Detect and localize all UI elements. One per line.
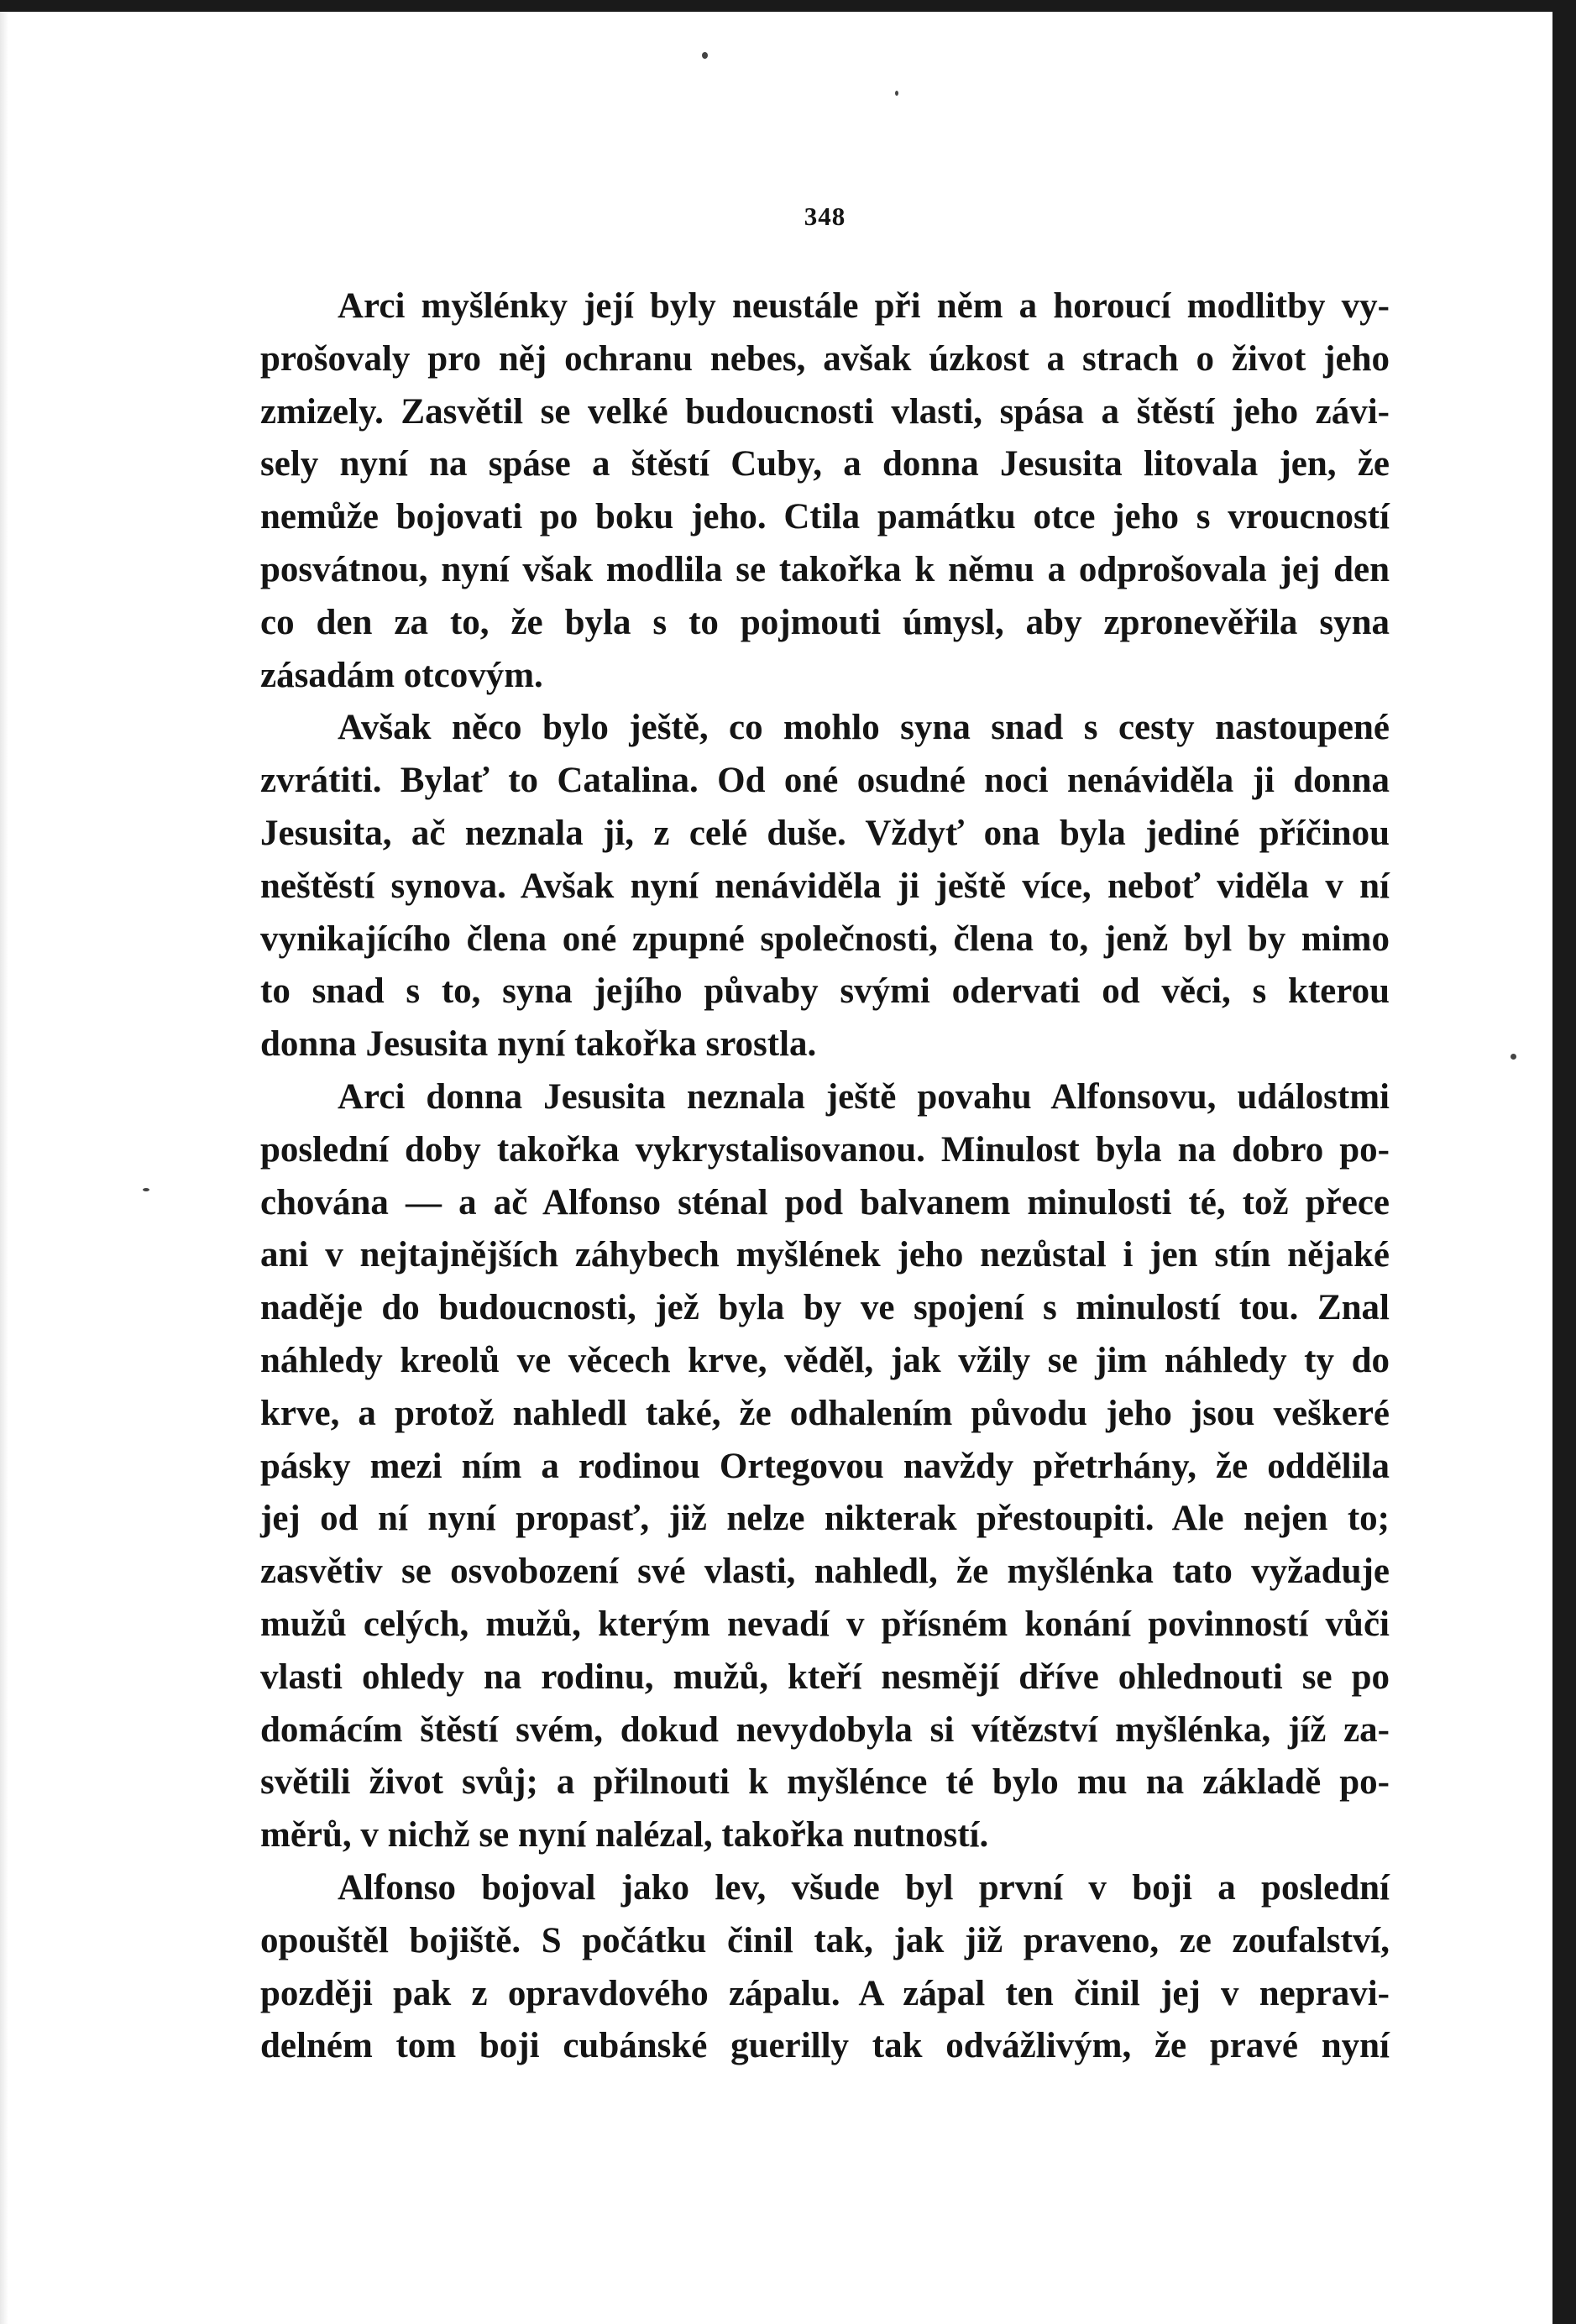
text-line: zásadám otcovým. <box>260 655 543 695</box>
text-line: náhledy kreolů ve věcech krve, věděl, jak vžily se jim náhledy ty do <box>260 1340 1390 1380</box>
text-line: zvrátiti. Bylať to Catalina. Od oné osudné noci nenáviděla ji donna <box>260 761 1390 801</box>
text-line: prošovaly pro něj ochranu nebes, avšak úzkost a strach o život jeho <box>260 338 1390 379</box>
text-line: delném tom boji cubánské guerilly tak odvážlivým, že pravé nyní <box>260 2026 1390 2066</box>
text-line: pásky mezi ním a rodinou Ortegovou navždy přetrhány, že oddělila <box>260 1446 1390 1486</box>
scan-speck <box>143 1188 149 1191</box>
scan-speck <box>702 52 708 59</box>
scan-speck <box>1511 1054 1516 1060</box>
text-line: neštěstí synova. Avšak nyní nenáviděla ji ještě více, neboť viděla v ní <box>260 866 1390 906</box>
text-line: Jesusita, ač neznala ji, z celé duše. Vždyť ona byla jediné příčinou <box>260 813 1390 853</box>
text-line: Arci donna Jesusita neznala ještě povahu Alfonsovu, událostmi <box>338 1076 1390 1117</box>
text-line: krve, a protož nahledl také, že odhalením původu jeho jsou veškeré <box>260 1393 1390 1433</box>
paragraph <box>260 280 1390 702</box>
paragraph <box>260 1071 1390 1862</box>
text-line: posvátnou, nyní však modlila se takořka k němu a odprošovala jej den <box>260 549 1390 589</box>
text-line: světili život svůj; a přilnouti k myšlénce té bylo mu na základě po- <box>260 1762 1390 1803</box>
scan-shadow-left <box>0 12 8 2324</box>
scan-border-right <box>1552 0 1576 2324</box>
text-line: později pak z opravdového zápalu. A zápal ten činil jej v nepravi- <box>260 1973 1390 2013</box>
text-line: zmizely. Zasvětil se velké budoucnosti vlasti, spása a štěstí jeho závi- <box>260 391 1390 432</box>
text-line: vynikajícího člena oné zpupné společnosti, člena to, jenž byl by mimo <box>260 919 1390 959</box>
text-line: Avšak něco bylo ještě, co mohlo syna snad s cesty nastoupené <box>338 708 1390 748</box>
page-number: 348 <box>804 202 846 231</box>
paragraph <box>260 1862 1390 2073</box>
text-line: donna Jesusita nyní takořka srostla. <box>260 1024 817 1065</box>
text-line: co den za to, že byla s to pojmouti úmysl, aby zpronevěřila syna <box>260 602 1390 642</box>
text-line: chována — a ač Alfonso sténal pod balvanem minulosti té, tož přece <box>260 1182 1390 1222</box>
scan-border-top <box>0 0 1576 12</box>
text-line: to snad s to, syna jejího půvaby svými odervati od věci, s kterou <box>260 971 1390 1012</box>
text-line: ani v nejtajnějších záhybech myšlének jeho nezůstal i jen stín nějaké <box>260 1235 1390 1275</box>
text-line: naděje do budoucnosti, jež byla by ve spojení s minulostí tou. Znal <box>260 1288 1390 1328</box>
scan-speck <box>895 91 898 96</box>
text-line: zasvětiv se osvobození své vlasti, nahledl, že myšlénka tato vyžaduje <box>260 1552 1390 1592</box>
text-line: sely nyní na spáse a štěstí Cuby, a donna Jesusita litovala jen, že <box>260 444 1390 484</box>
page-text-body <box>260 280 1390 2073</box>
text-line: nemůže bojovati po boku jeho. Ctila památku otce jeho s vroucností <box>260 497 1390 537</box>
text-line: Arci myšlénky její byly neustále při něm a horoucí modlitby vy- <box>338 286 1390 326</box>
book-page <box>260 202 1390 2073</box>
text-line: poslední doby takořka vykrystalisovanou. Minulost byla na dobro po- <box>260 1129 1390 1170</box>
text-line: vlasti ohledy na rodinu, mužů, kteří nesmějí dříve ohlednouti se po <box>260 1657 1390 1697</box>
text-line: opouštěl bojiště. S počátku činil tak, jak již praveno, ze zoufalství, <box>260 1920 1390 1960</box>
text-line: mužů celých, mužů, kterým nevadí v přísném konání povinností vůči <box>260 1604 1390 1644</box>
text-line: domácím štěstí svém, dokud nevydobyla si vítězství myšlénka, jíž za- <box>260 1709 1390 1750</box>
text-line: měrů, v nichž se nyní nalézal, takořka nutností. <box>260 1815 989 1856</box>
text-line: jej od ní nyní propasť, již nelze nikterak přestoupiti. Ale nejen to; <box>260 1499 1390 1539</box>
text-line: Alfonso bojoval jako lev, všude byl první v boji a poslední <box>338 1867 1390 1908</box>
paragraph <box>260 702 1390 1071</box>
